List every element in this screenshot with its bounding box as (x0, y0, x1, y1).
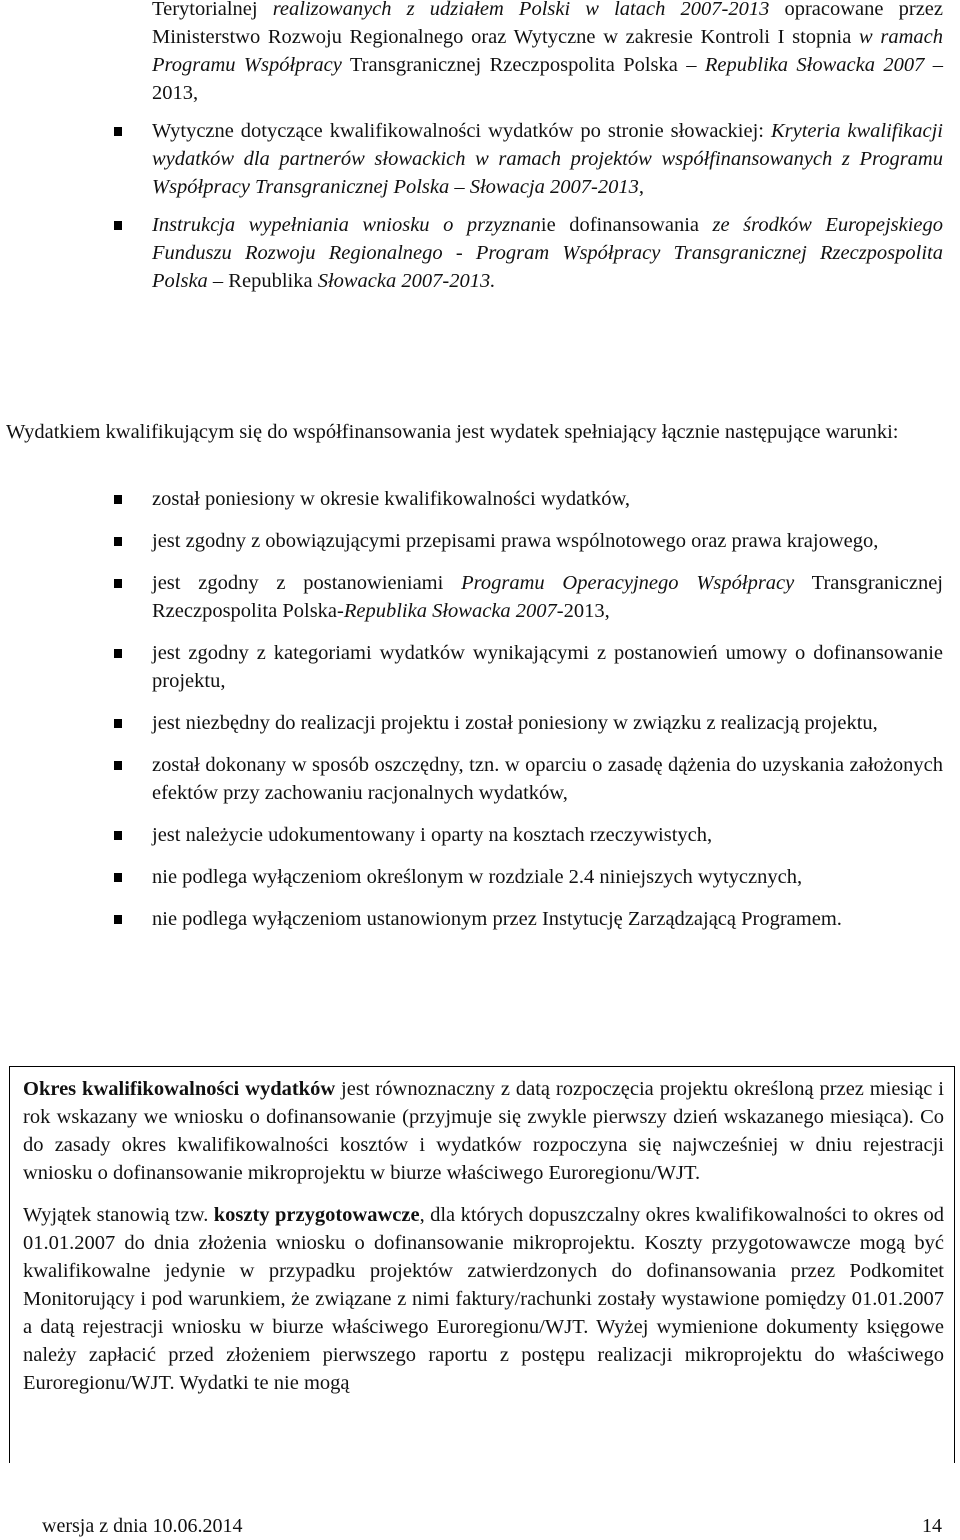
text: Programu Operacyjnego Współpracy (461, 572, 795, 594)
list-item (152, 527, 943, 555)
square-bullet-icon (114, 537, 122, 546)
text: jest równoznaczny z datą rozpoczęcia projektu określoną przez miesiąc i rok wskazany we wniosku o dofinansowanie (przyjmuje się zwykle pierwszy dzień wskazanego miesiąca). Co do zasady okres kwalifikowalności kosztów i wydatków rozpoczyna się najwcześniej w dniu rejestracji wniosku o dofinansowanie mikroprojektu w biurze właściwego Euroregionu/WJT. (23, 1078, 945, 1184)
square-bullet-icon (114, 761, 122, 770)
square-bullet-icon (114, 579, 122, 588)
text: nie podlega wyłączeniom ustanowionym przez Instytucję Zarządzającą Programem. (152, 908, 842, 930)
list-item (152, 569, 943, 625)
square-bullet-icon (114, 719, 122, 728)
text: Republika (228, 270, 313, 292)
conditions-list (152, 485, 943, 933)
square-bullet-icon (114, 831, 122, 840)
square-bullet-icon (114, 221, 122, 230)
text: jest zgodny z postanowieniami (152, 572, 444, 594)
version-footer: wersja z dnia 10.06.2014 (42, 1515, 243, 1537)
text: , dla których dopuszczalny okres kwalifikowalności to okres od 01.01.2007 do dnia złożenia wniosku o dofinansowanie mikroprojektu. Koszty przygotowawcze mogą być kwalifikowalne jedynie w przypadku projektów zatwierdzonych do dofinansowania przez Podkomitet Monitorujący i pod warunkiem, że związane z nimi faktury/rachunki zostały wystawione pomiędzy 01.01.2007 a datą rejestracji wniosku w biurze właściwego Euroregionu/WJT. Wyżej wymienione dokumenty księgowe należy zapłacić przed złożeniem pierwszego raportu z postępu realizacji mikroprojektu do właściwego Euroregionu/WJT. Wydatki te nie mogą (23, 1204, 944, 1394)
text: – Republika Słowacka 2007 – (686, 54, 943, 76)
text: Wytyczne dotyczące kwalifikowalności wydatków po stronie słowackiej: (152, 120, 764, 142)
square-bullet-icon (114, 495, 122, 504)
term-highlight: Okres kwalifikowalności wydatków (23, 1078, 336, 1100)
continued-document-list (152, 0, 943, 295)
list-item (152, 751, 943, 807)
square-bullet-icon (114, 127, 122, 136)
text: -2013, (556, 600, 610, 622)
square-bullet-icon (114, 915, 122, 924)
box-paragraph-1 (23, 1075, 944, 1187)
box-paragraph-2 (23, 1201, 944, 1397)
text: w ramach Programu Współpracy (152, 26, 944, 76)
text: jest należycie udokumentowany i oparty na kosztach rzeczywistych, (152, 824, 713, 846)
text: Instrukcja wypełniania wniosku o przyznan (152, 214, 541, 236)
list-item (152, 117, 943, 201)
text: opracowane przez Ministerstwo Rozwoju Regionalnego oraz Wytyczne (152, 0, 944, 48)
square-bullet-icon (114, 873, 122, 882)
list-item (152, 709, 943, 737)
intro-paragraph: Wydatkiem kwalifikującym się do współfinansowania jest wydatek spełniający łącznie następujące warunki: (6, 421, 899, 443)
list-item (152, 821, 943, 849)
text: jest zgodny z kategoriami wydatków wynikającymi z postanowień umowy o dofinansowanie projektu, (152, 642, 943, 692)
text: został poniesiony w okresie kwalifikowalności wydatków, (152, 488, 631, 510)
text: Transgranicznej Rzeczpospolita Polska (349, 54, 678, 76)
text: jest niezbędny do realizacji projektu i został poniesiony w związku z realizacją projektu, (152, 712, 878, 734)
text: Republika Słowacka 2007 (343, 600, 557, 622)
text: Wyjątek stanowią tzw. (23, 1204, 214, 1226)
list-item (152, 211, 943, 295)
term-highlight: koszty przygotowawcze (213, 1204, 420, 1226)
list-item (152, 863, 943, 891)
text: ie dofinansowania (540, 214, 699, 236)
text: Terytorialnej (152, 0, 258, 20)
text: Słowacka 2007-2013. (317, 270, 496, 292)
text: został dokonany w sposób oszczędny, tzn. w oparciu o zasadę dążenia do uzyskania założonych efektów przy zachowaniu racjonalnych wydatków, (152, 754, 943, 804)
list-item (152, 639, 943, 695)
square-bullet-icon (114, 649, 122, 658)
text: jest zgodny z obowiązującymi przepisami prawa wspólnotowego oraz prawa krajowego, (152, 530, 879, 552)
text: realizowanych z udziałem Polski w latach 2007-2013 (272, 0, 770, 20)
text: Kryteria kwalifikacji wydatków dla partnerów słowackich w ramach projektów współfinansowanych z Programu Współpracy Transgranicznej Polska – Słowacja 2007-2013 (152, 120, 943, 198)
text: nie podlega wyłączeniom określonym w rozdziale 2.4 niniejszych wytycznych, (152, 866, 803, 888)
text: , (638, 176, 644, 198)
text: ze środków Europejskiego Funduszu Rozwoju Regionalnego - Program Współpracy Transgranicznej Rzeczpospolita Polska – (152, 214, 944, 292)
list-item (152, 485, 943, 513)
text: w zakresie Kontroli I stopnia (603, 26, 852, 48)
text: 2013, (152, 82, 199, 104)
list-item (152, 905, 943, 933)
eligibility-period-box (9, 1066, 955, 1463)
text: Transgranicznej Rzeczpospolita Polska- (152, 572, 943, 622)
page-number: 14 (922, 1515, 942, 1537)
continued-list-item (152, 0, 943, 107)
